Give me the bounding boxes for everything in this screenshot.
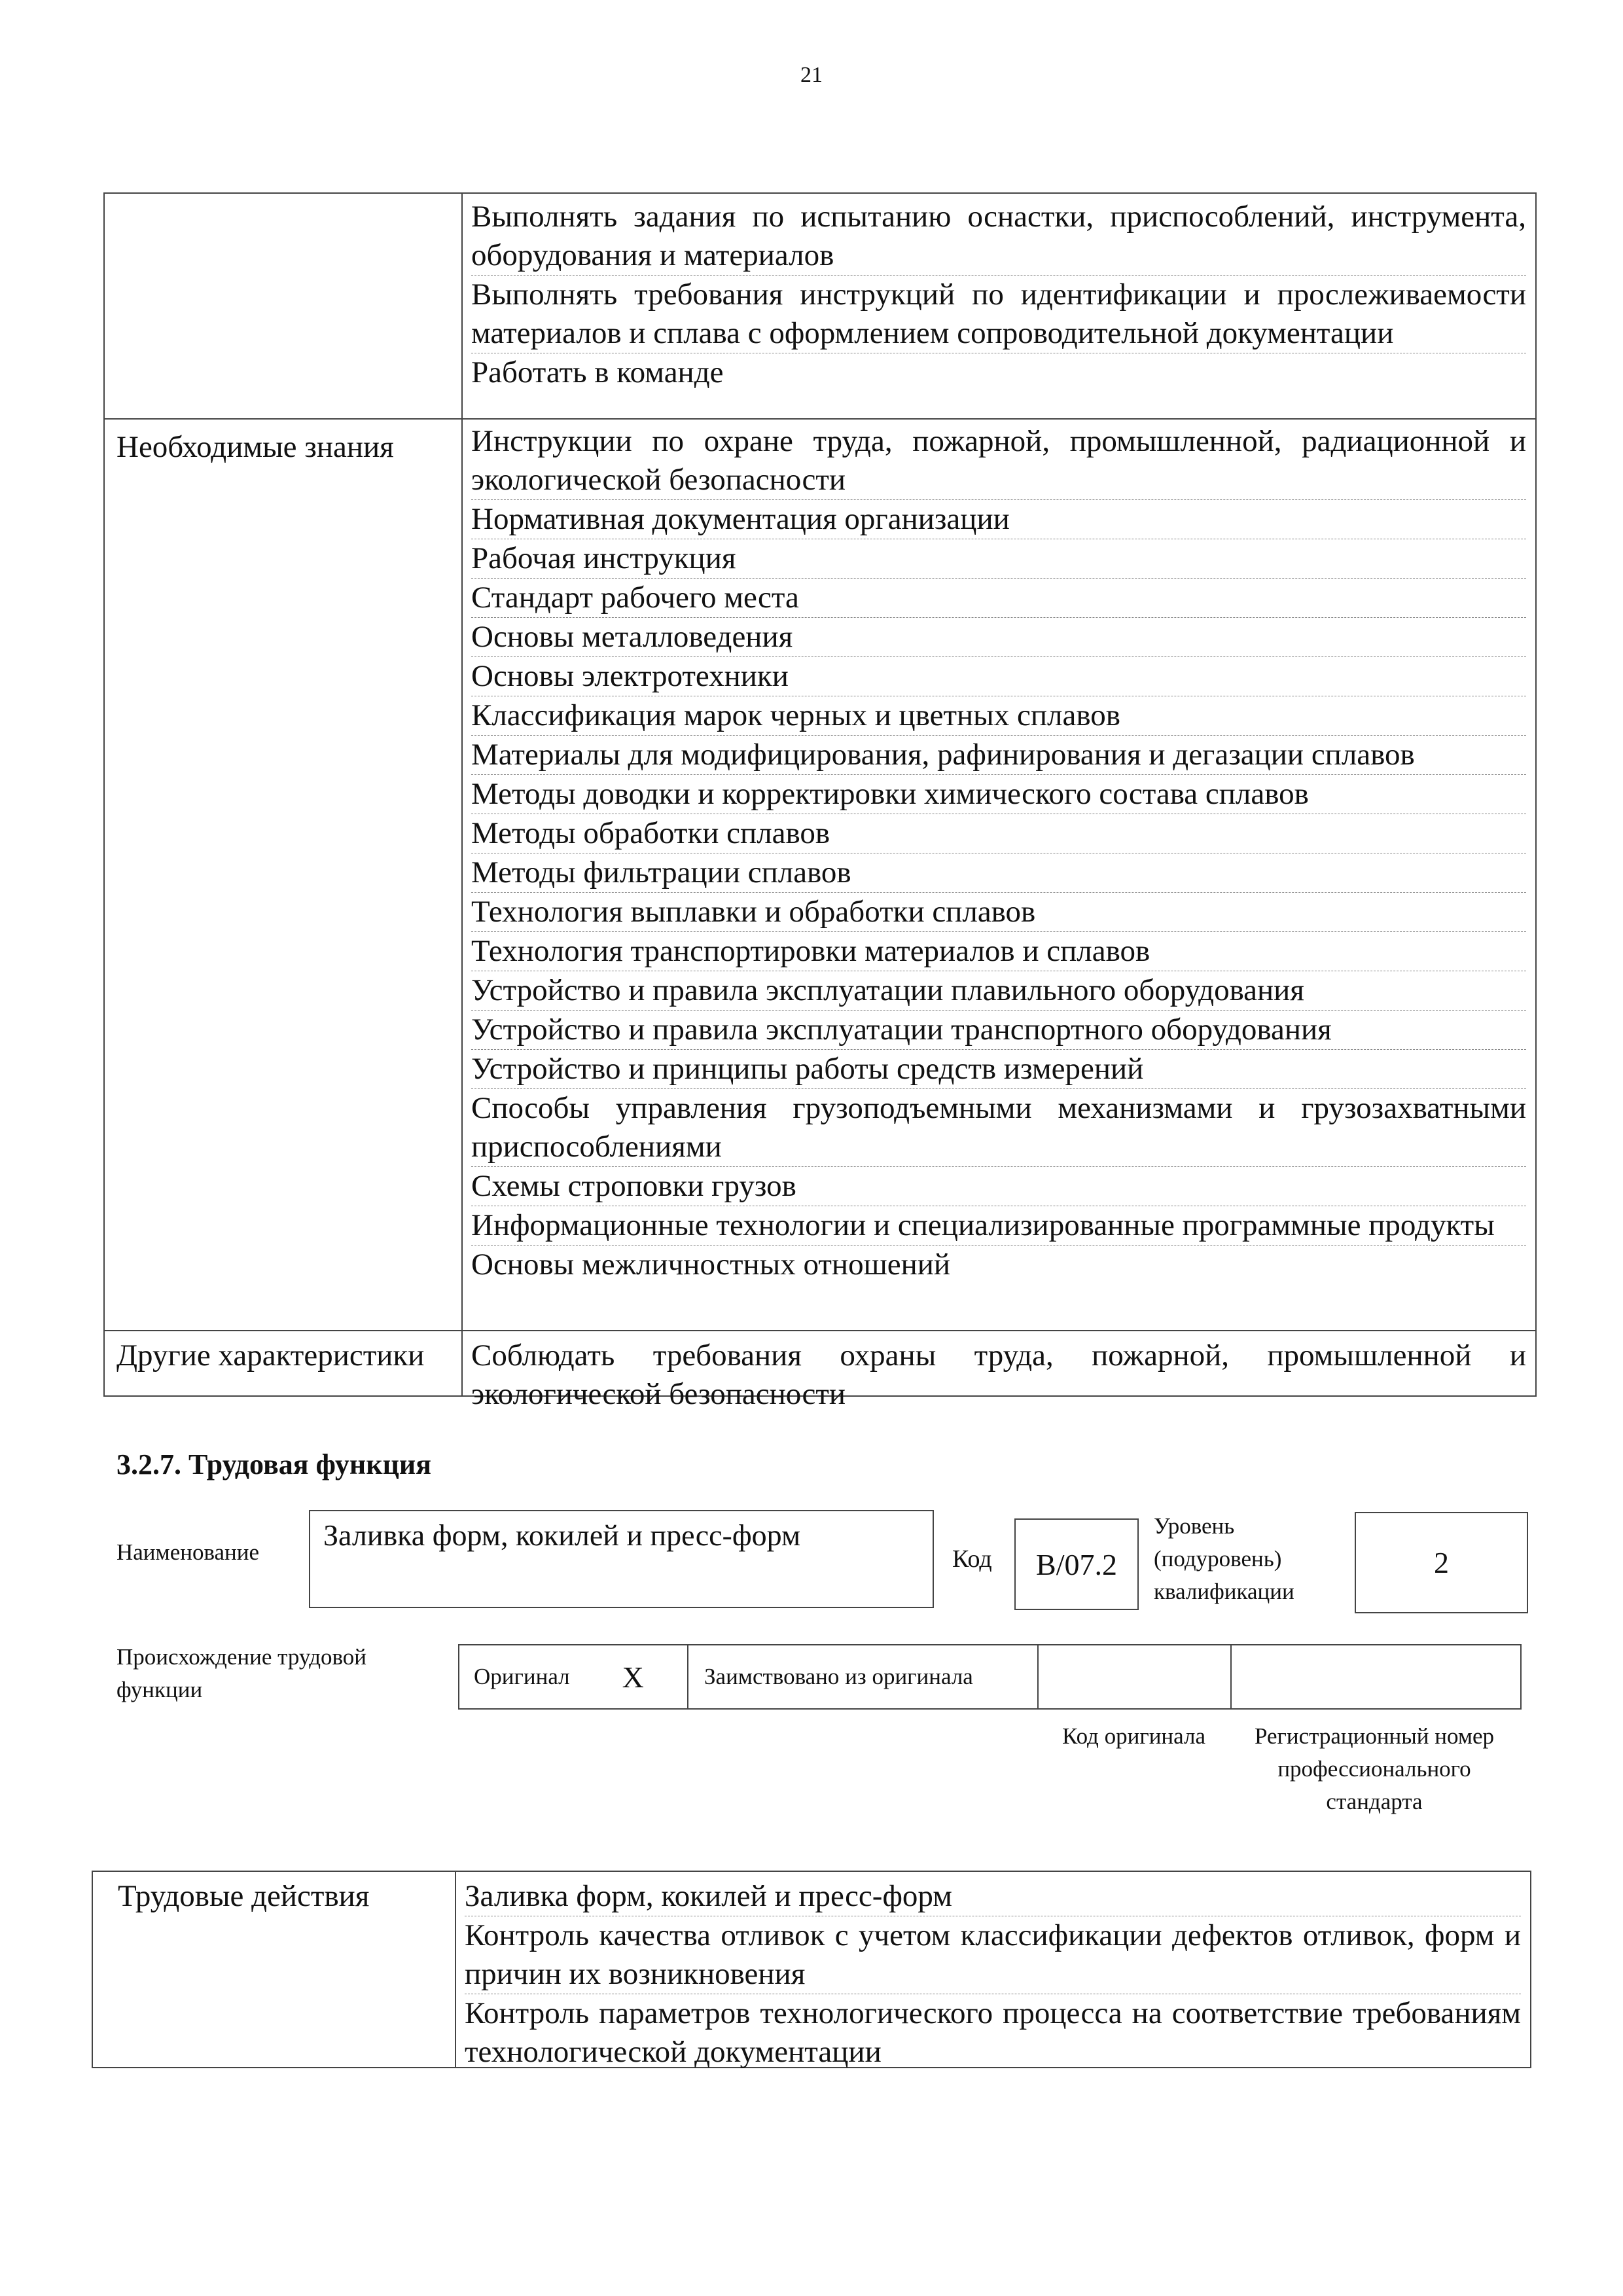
table-row: Технология выплавки и обработки сплавов xyxy=(471,893,1526,932)
level-value: 2 xyxy=(1434,1546,1449,1579)
table-row: Основы межличностных отношений xyxy=(471,1247,951,1282)
table-row: Технология транспортировки материалов и сплавов xyxy=(471,932,1526,971)
table-row: Нормативная документация организации xyxy=(471,500,1526,539)
name-label: Наименование xyxy=(116,1539,260,1565)
table-row: Классификация марок черных и цветных сплавов xyxy=(471,696,1526,736)
other-rows xyxy=(471,1336,1526,1414)
code-caption: Код оригинала xyxy=(1061,1723,1206,1749)
table-row: Контроль параметров технологического процесса на соответствие требованиям технологической документации xyxy=(465,1996,1521,2069)
table-row: Выполнять требования инструкций по идентификации и прослеживаемости материалов и сплава с оформлением сопроводительной документации xyxy=(471,276,1526,353)
knowledge-rows xyxy=(471,422,1526,1284)
table-row: Контроль качества отливок с учетом классификации дефектов отливок, форм и причин их возникновения xyxy=(465,1916,1521,1994)
origin-table xyxy=(458,1644,1522,1710)
table-row: Устройство и принципы работы средств измерений xyxy=(471,1050,1526,1089)
table-row: Заливка форм, кокилей и пресс-форм xyxy=(465,1877,1521,1916)
table-row: Методы фильтрации сплавов xyxy=(471,853,1526,893)
table-row: Устройство и правила эксплуатации плавильного оборудования xyxy=(471,971,1526,1011)
labor-actions-table xyxy=(92,1871,1531,2068)
table-row: Способы управления грузоподъемными механизмами и грузозахватными приспособлениями xyxy=(471,1089,1526,1167)
table-row: Соблюдать требования охраны труда, пожарной, промышленной и экологической безопасности xyxy=(471,1338,1526,1411)
code-value: В/07.2 xyxy=(1036,1547,1117,1581)
code-box xyxy=(1014,1518,1139,1610)
table-row: Работать в команде xyxy=(471,355,724,389)
table-row: Схемы строповки грузов xyxy=(471,1167,1526,1206)
table-row: Рабочая инструкция xyxy=(471,539,1526,579)
function-name-box xyxy=(309,1510,934,1608)
label-other-characteristics: Другие характеристики xyxy=(116,1338,425,1372)
labor-actions-rows xyxy=(465,1877,1521,2072)
table-row: Стандарт рабочего места xyxy=(471,579,1526,618)
origin-title: Происхождение трудовой функции xyxy=(116,1644,367,1702)
table-row: Выполнять задания по испытанию оснастки, приспособлений, инструмента, оборудования и материалов xyxy=(471,198,1526,276)
skills-rows xyxy=(471,198,1526,392)
table-row: Методы доводки и корректировки химического состава сплавов xyxy=(471,775,1526,814)
table-row: Информационные технологии и специализированные программные продукты xyxy=(471,1206,1526,1246)
row-group-divider xyxy=(105,1330,1535,1331)
page-number: 21 xyxy=(800,63,823,87)
section-heading: 3.2.7. Трудовая функция xyxy=(116,1448,432,1480)
table-row: Основы электротехники xyxy=(471,657,1526,696)
table-row: Материалы для модифицирования, рафинирования и дегазации сплавов xyxy=(471,736,1526,775)
label-required-knowledge: Необходимые знания xyxy=(116,430,394,464)
original-label: Оригинал xyxy=(474,1664,570,1689)
column-divider xyxy=(455,1872,456,2067)
regnum-cell xyxy=(1230,1645,1522,1708)
borrowed-cell xyxy=(688,1645,1039,1708)
table-row: Методы обработки сплавов xyxy=(471,814,1526,853)
regnum-caption: Регистрационный номер профессионального стандарта xyxy=(1254,1723,1495,1814)
skills-knowledge-table xyxy=(103,192,1537,1411)
function-name-value: Заливка форм, кокилей и пресс-форм xyxy=(323,1518,801,1552)
code-label: Код xyxy=(952,1545,992,1573)
level-box xyxy=(1355,1512,1528,1613)
row-group-divider xyxy=(105,418,1535,420)
table-row: Устройство и правила эксплуатации транспортного оборудования xyxy=(471,1011,1526,1050)
original-cell xyxy=(459,1645,688,1708)
original-mark: X xyxy=(622,1660,644,1694)
table-row: Основы металловедения xyxy=(471,618,1526,657)
label-labor-actions: Трудовые действия xyxy=(118,1879,370,1913)
original-code-cell xyxy=(1039,1645,1232,1708)
borrowed-label: Заимствовано из оригинала xyxy=(704,1664,973,1689)
table-row: Инструкции по охране труда, пожарной, промышленной, радиационной и экологической безопасности xyxy=(471,422,1526,500)
column-divider xyxy=(461,194,463,1395)
level-label: Уровень (подуровень) квалификации xyxy=(1154,1513,1294,1604)
